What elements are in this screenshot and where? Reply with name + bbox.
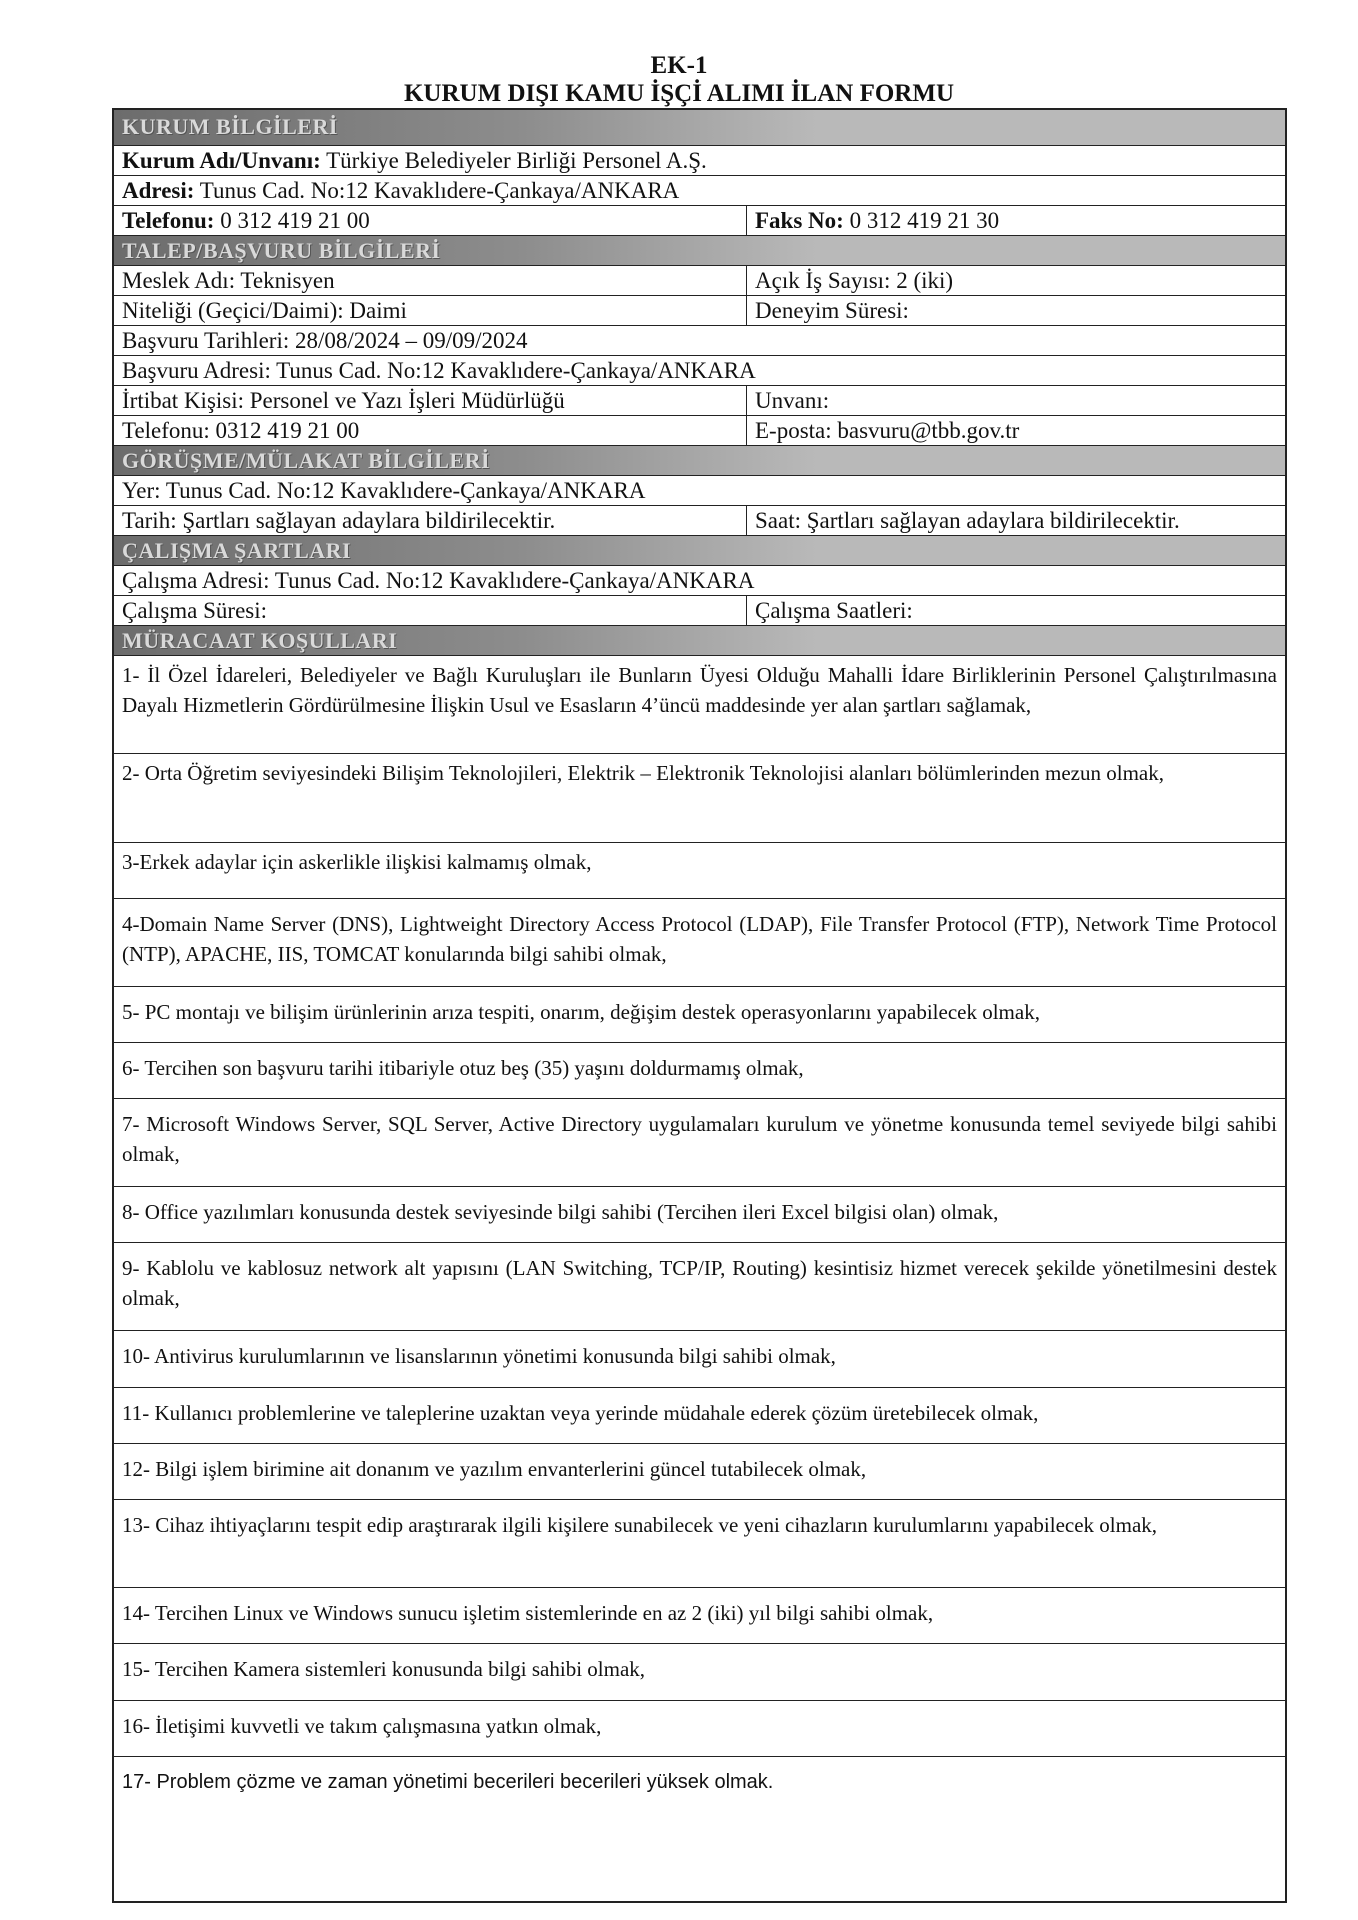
row-adres [114, 176, 1285, 206]
condition-item: 6- Tercihen son başvuru tarihi itibariyle otuz beş (35) yaşını doldurmamış olmak, [114, 1043, 1285, 1099]
announcement-form [112, 108, 1287, 1903]
value-kurum-adi: Türkiye Belediyeler Birliği Personel A.Ş. [320, 148, 707, 173]
form-title: KURUM DIŞI KAMU İŞÇİ ALIMI İLAN FORMU [403, 80, 955, 107]
value-adres: Tunus Cad. No:12 Kavaklıdere-Çankaya/ANKARA [194, 178, 680, 203]
unvani: Unvanı: [746, 386, 1285, 415]
row-nitelik [114, 296, 1285, 326]
acik-is-sayisi: Açık İş Sayısı: 2 (iki) [746, 266, 1285, 295]
row-irtibat [114, 386, 1285, 416]
section-title: TALEP/BAŞVURU BİLGİLERİ [122, 239, 441, 263]
section-header-kurum [114, 110, 1285, 146]
deneyim-suresi: Deneyim Süresi: [746, 296, 1285, 325]
condition-item: 16- İletişimi kuvvetli ve takım çalışmasına yatkın olmak, [114, 1701, 1285, 1757]
row-meslek [114, 266, 1285, 296]
condition-item: 11- Kullanıcı problemlerine ve taleplerine uzaktan veya yerinde müdahale ederek çözüm üretebilecek olmak, [114, 1388, 1285, 1444]
calisma-suresi: Çalışma Süresi: [122, 598, 268, 623]
irtibat-telefonu: Telefonu: 0312 419 21 00 [122, 418, 360, 443]
meslek-adi: Meslek Adı: Teknisyen [122, 268, 335, 293]
gorusme-yeri: Yer: Tunus Cad. No:12 Kavaklıdere-Çankaya/ANKARA [122, 478, 646, 503]
label-kurum-adi: Kurum Adı/Unvanı: [122, 148, 321, 173]
row-yer [114, 476, 1285, 506]
niteligi: Niteliği (Geçici/Daimi): Daimi [122, 298, 407, 323]
row-calisma-adresi [114, 566, 1285, 596]
condition-item: 14- Tercihen Linux ve Windows sunucu işletim sistemlerinde en az 2 (iki) yıl bilgi sahibi olmak, [114, 1588, 1285, 1644]
condition-item: 2- Orta Öğretim seviyesindeki Bilişim Teknolojileri, Elektrik – Elektronik Teknolojisi alanları bölümlerinden mezun olmak, [114, 754, 1285, 843]
gorusme-saati: Saat: Şartları sağlayan adaylara bildirilecektir. [746, 506, 1285, 535]
basvuru-adresi: Başvuru Adresi: Tunus Cad. No:12 Kavaklıdere-Çankaya/ANKARA [122, 358, 756, 383]
irtibat-kisisi: İrtibat Kişisi: Personel ve Yazı İşleri Müdürlüğü [122, 388, 565, 413]
row-basvuru-adresi [114, 356, 1285, 386]
row-tarih-saat [114, 506, 1285, 536]
section-header-muracaat [114, 626, 1285, 656]
section-title: KURUM BİLGİLERİ [122, 115, 338, 139]
condition-item: 7- Microsoft Windows Server, SQL Server, Active Directory uygulamaları kurulum ve yönetme konusunda temel seviyede bilgi sahibi olmak, [114, 1099, 1285, 1187]
condition-item: 13- Cihaz ihtiyaçlarını tespit edip araştırarak ilgili kişilere sunabilecek ve yeni cihazların kurulumlarını yapabilecek olmak, [114, 1500, 1285, 1588]
condition-item: 10- Antivirus kurulumlarının ve lisanslarının yönetimi konusunda bilgi sahibi olmak, [114, 1331, 1285, 1388]
condition-item: 15- Tercihen Kamera sistemleri konusunda bilgi sahibi olmak, [114, 1644, 1285, 1701]
condition-item: 5- PC montajı ve bilişim ürünlerinin arıza tespiti, onarım, değişim destek operasyonlarını yapabilecek olmak, [114, 987, 1285, 1043]
section-header-talep [114, 236, 1285, 266]
condition-item: 1- İl Özel İdareleri, Belediyeler ve Bağlı Kuruluşları ile Bunların Üyesi Olduğu Mahalli İdare Birliklerinin Personel Çalıştırılmasına Dayalı Hizmetlerin Gördürülmesine İlişkin Usul ve Esasların 4’üncü maddesinde yer alan şartları sağlamak, [114, 656, 1285, 754]
label-adres: Adresi: [122, 178, 195, 203]
section-header-calisma [114, 536, 1285, 566]
section-title: GÖRÜŞME/MÜLAKAT BİLGİLERİ [122, 449, 491, 473]
condition-item: 8- Office yazılımları konusunda destek seviyesinde bilgi sahibi (Tercihen ileri Excel bilgisi olan) olmak, [114, 1187, 1285, 1243]
calisma-saatleri: Çalışma Saatleri: [746, 596, 1285, 625]
condition-item: 4-Domain Name Server (DNS), Lightweight Directory Access Protocol (LDAP), File Transfer Protocol (FTP), Network Time Protocol (NTP), APACHE, IIS, TOMCAT konularında bilgi sahibi olmak, [114, 899, 1285, 987]
calisma-adresi: Çalışma Adresi: Tunus Cad. No:12 Kavaklıdere-Çankaya/ANKARA [122, 568, 755, 593]
row-iletisim [114, 416, 1285, 446]
condition-item: 3-Erkek adaylar için askerlikle ilişkisi kalmamış olmak, [114, 843, 1285, 899]
label-faks: Faks No: [755, 208, 844, 233]
condition-item: 17- Problem çözme ve zaman yönetimi becerileri becerileri yüksek olmak. [122, 1771, 774, 1793]
basvuru-tarihleri: Başvuru Tarihleri: 28/08/2024 – 09/09/2024 [122, 328, 528, 353]
section-title: ÇALIŞMA ŞARTLARI [122, 539, 352, 563]
form-code: EK-1 [650, 52, 708, 79]
condition-item: 9- Kablolu ve kablosuz network alt yapısını (LAN Switching, TCP/IP, Routing) kesintisiz hizmet verecek şekilde yönetilmesini destek olmak, [114, 1243, 1285, 1331]
value-telefon: 0 312 419 21 00 [214, 208, 370, 233]
row-kurum-adi [114, 146, 1285, 176]
value-faks: 0 312 419 21 30 [843, 208, 1000, 233]
row-calisma-suresi [114, 596, 1285, 626]
row-basvuru-tarihleri [114, 326, 1285, 356]
section-header-gorusme [114, 446, 1285, 476]
row-telefon-faks [114, 206, 1285, 236]
section-title: MÜRACAAT KOŞULLARI [122, 629, 398, 653]
gorusme-tarihi: Tarih: Şartları sağlayan adaylara bildirilecektir. [122, 508, 556, 533]
label-telefon: Telefonu: [122, 208, 215, 233]
condition-item: 12- Bilgi işlem birimine ait donanım ve yazılım envanterlerini güncel tutabilecek olmak, [114, 1444, 1285, 1500]
e-posta: E-posta: basvuru@tbb.gov.tr [746, 416, 1285, 445]
